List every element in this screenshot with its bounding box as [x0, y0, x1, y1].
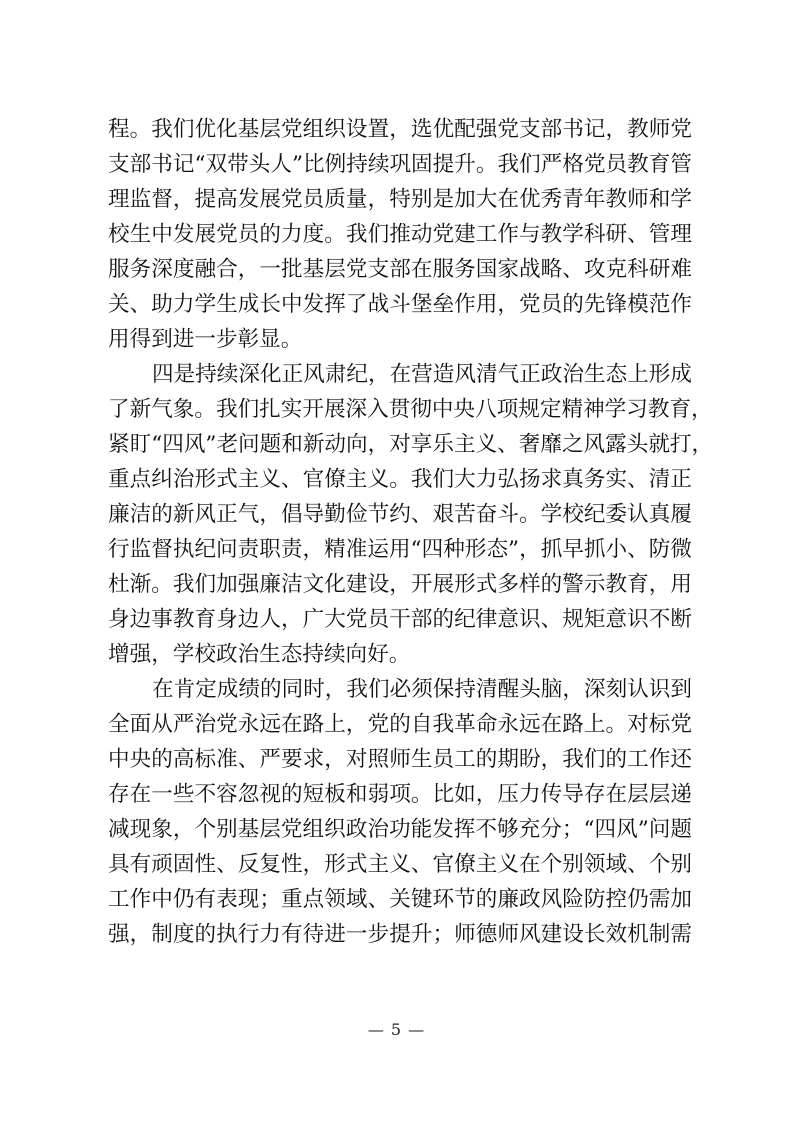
text-line: 紧盯“四风”老问题和新动向，对享乐主义、奢靡之风露头就打， [108, 432, 714, 457]
text-line: 用得到进一步彰显。 [108, 327, 303, 352]
text-line: 廉洁的新风正气，倡导勤俭节约、艰苦奋斗。学校纪委认真履 [108, 502, 692, 527]
text-line: 强，制度的执行力有待进一步提升；师德师风建设长效机制需 [108, 922, 692, 947]
text-line: 重点纠治形式主义、官僚主义。我们大力弘扬求真务实、清正 [108, 467, 692, 492]
text-line: 工作中仍有表现；重点领域、关键环节的廉政风险防控仍需加 [108, 887, 692, 912]
text-line: 在肯定成绩的同时，我们必须保持清醒头脑，深刻认识到 [152, 677, 692, 702]
text-line: 具有顽固性、反复性，形式主义、官僚主义在个别领域、个别 [108, 852, 692, 877]
text-line: 关、助力学生成长中发挥了战斗堡垒作用，党员的先锋模范作 [108, 292, 692, 317]
text-line: 校生中发展党员的力度。我们推动党建工作与教学科研、管理 [108, 222, 692, 247]
text-line: 四是持续深化正风肃纪，在营造风清气正政治生态上形成 [152, 362, 692, 387]
text-line: 了新气象。我们扎实开展深入贯彻中央八项规定精神学习教育， [108, 397, 713, 422]
text-line: 程。我们优化基层党组织设置，选优配强党支部书记，教师党 [108, 117, 692, 142]
text-line: 全面从严治党永远在路上，党的自我革命永远在路上。对标党 [108, 712, 692, 737]
body-text [108, 112, 714, 952]
text-line: 行监督执纪问责职责，精准运用“四种形态”，抓早抓小、防微 [108, 537, 692, 562]
text-line: 杜渐。我们加强廉洁文化建设，开展形式多样的警示教育，用 [108, 572, 692, 597]
text-line: 增强，学校政治生态持续向好。 [108, 642, 411, 667]
text-line: 减现象，个别基层党组织政治功能发挥不够充分；“四风”问题 [108, 817, 692, 842]
text-line: 支部书记“双带头人”比例持续巩固提升。我们严格党员教育管 [108, 152, 692, 177]
text-line: 理监督，提高发展党员质量，特别是加大在优秀青年教师和学 [108, 187, 692, 212]
text-line: 存在一些不容忽视的短板和弱项。比如，压力传导存在层层递 [108, 782, 692, 807]
text-line: 身边事教育身边人，广大党员干部的纪律意识、规矩意识不断 [108, 607, 692, 632]
text-line: 中央的高标准、严要求，对照师生员工的期盼，我们的工作还 [108, 747, 692, 772]
page-number: — 5 — [367, 1020, 426, 1039]
text-line: 服务深度融合，一批基层党支部在服务国家战略、攻克科研难 [108, 257, 692, 282]
